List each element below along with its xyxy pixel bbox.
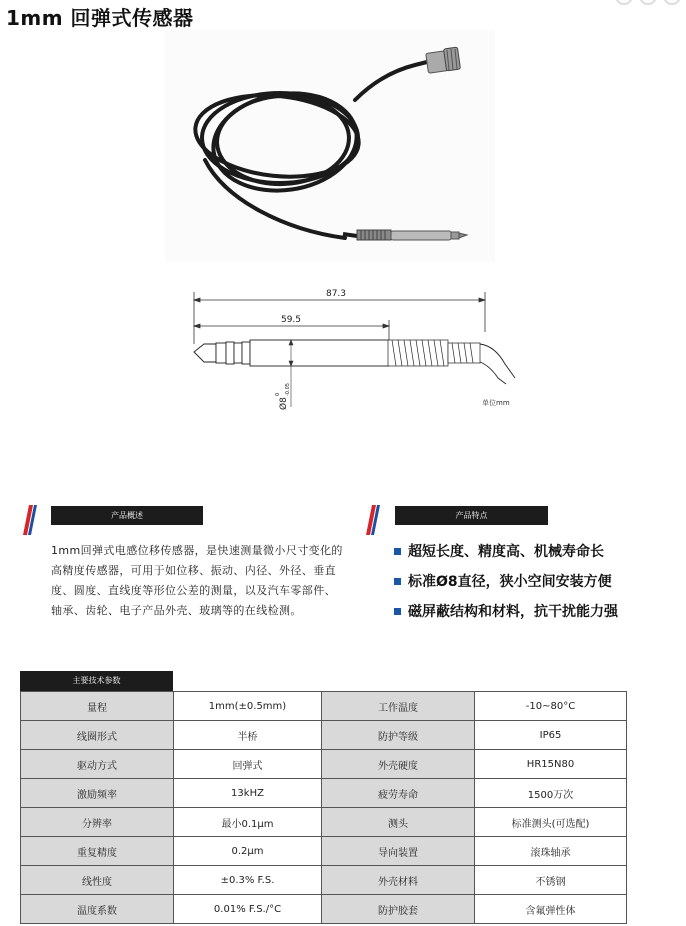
spec-label: 分辨率 [21, 808, 174, 837]
spec-label: 温度系数 [21, 895, 174, 924]
table-row [21, 837, 627, 866]
spec-label: 重复精度 [21, 837, 174, 866]
spec-label: 量程 [21, 692, 174, 721]
page-title: 1mm 回弹式传感器 [6, 6, 194, 30]
spec-value: HR15N80 [475, 750, 627, 779]
dim-diameter-label: Ø8 [279, 397, 289, 410]
features-list [394, 536, 618, 626]
overview-header: 产品概述 [51, 506, 203, 525]
sensor-photo [165, 30, 495, 262]
cable-spring [388, 340, 515, 384]
spec-value: 最小0.1μm [174, 808, 322, 837]
connector [426, 47, 461, 73]
feature-item: 标准Ø8直径，狭小空间安装方便 [394, 566, 618, 596]
spec-value: -10~80°C [475, 692, 627, 721]
spec-header: 主要技术参数 [20, 671, 173, 691]
spec-value: 1500万次 [475, 779, 627, 808]
spec-value: 标准测头(可选配) [475, 808, 627, 837]
spec-value: 0.01% F.S./°C [174, 895, 322, 924]
spec-label: 线圈形式 [21, 721, 174, 750]
spec-label: 线性度 [21, 866, 174, 895]
spec-label: 外壳硬度 [322, 750, 475, 779]
spec-value: 0.2μm [174, 837, 322, 866]
table-row [21, 866, 627, 895]
spec-value: 1mm(±0.5mm) [174, 692, 322, 721]
spec-value: ±0.3% F.S. [174, 866, 322, 895]
spec-value: 13kHZ [174, 779, 322, 808]
probe [343, 230, 467, 240]
spec-label: 驱动方式 [21, 750, 174, 779]
table-row [21, 779, 627, 808]
decorative-circles [610, 0, 680, 8]
dimension-drawing [160, 282, 530, 417]
table-row [21, 692, 627, 721]
spec-value: 半桥 [174, 721, 322, 750]
table-row [21, 808, 627, 837]
spec-label: 疲劳寿命 [322, 779, 475, 808]
overview-text: 1mm回弹式电感位移传感器，是快速测量微小尺寸变化的高精度传感器，可用于如位移、振动、内径、外径、垂直度、圆度、直线度等形位公差的测量，以及汽车零部件、轴承、齿轮、电子产品外壳、玻璃等的在线检测。 [51, 544, 343, 617]
spec-label: 防护胶套 [322, 895, 475, 924]
spec-value: 不锈钢 [475, 866, 627, 895]
dim-body-label: 59.5 [280, 315, 302, 325]
spec-label: 工作温度 [322, 692, 475, 721]
spec-value: 滚珠轴承 [475, 837, 627, 866]
bullet-icon [394, 548, 401, 555]
bullet-icon [394, 608, 401, 615]
table-row [21, 895, 627, 924]
spec-value: 回弹式 [174, 750, 322, 779]
spec-value: IP65 [475, 721, 627, 750]
dim-total-label: 87.3 [325, 289, 347, 299]
spec-label: 外壳材料 [322, 866, 475, 895]
features-header: 产品特点 [395, 506, 548, 525]
spec-label: 激励频率 [21, 779, 174, 808]
dim-tol-lower: -0.05 [285, 383, 291, 396]
accent-stripe-left [23, 505, 37, 535]
accent-stripe-right [366, 505, 380, 535]
table-row [21, 721, 627, 750]
unit-label: 单位mm [482, 399, 510, 407]
spec-value: 含氟弹性体 [475, 895, 627, 924]
bullet-icon [394, 578, 401, 585]
spec-table [20, 691, 627, 924]
spec-label: 导向装置 [322, 837, 475, 866]
spec-label: 测头 [322, 808, 475, 837]
feature-item: 超短长度、精度高、机械寿命长 [394, 536, 618, 566]
dim-tol-upper: 0 [275, 392, 281, 396]
feature-item: 磁屏蔽结构和材料，抗干扰能力强 [394, 596, 618, 626]
table-row [21, 750, 627, 779]
spec-label: 防护等级 [322, 721, 475, 750]
